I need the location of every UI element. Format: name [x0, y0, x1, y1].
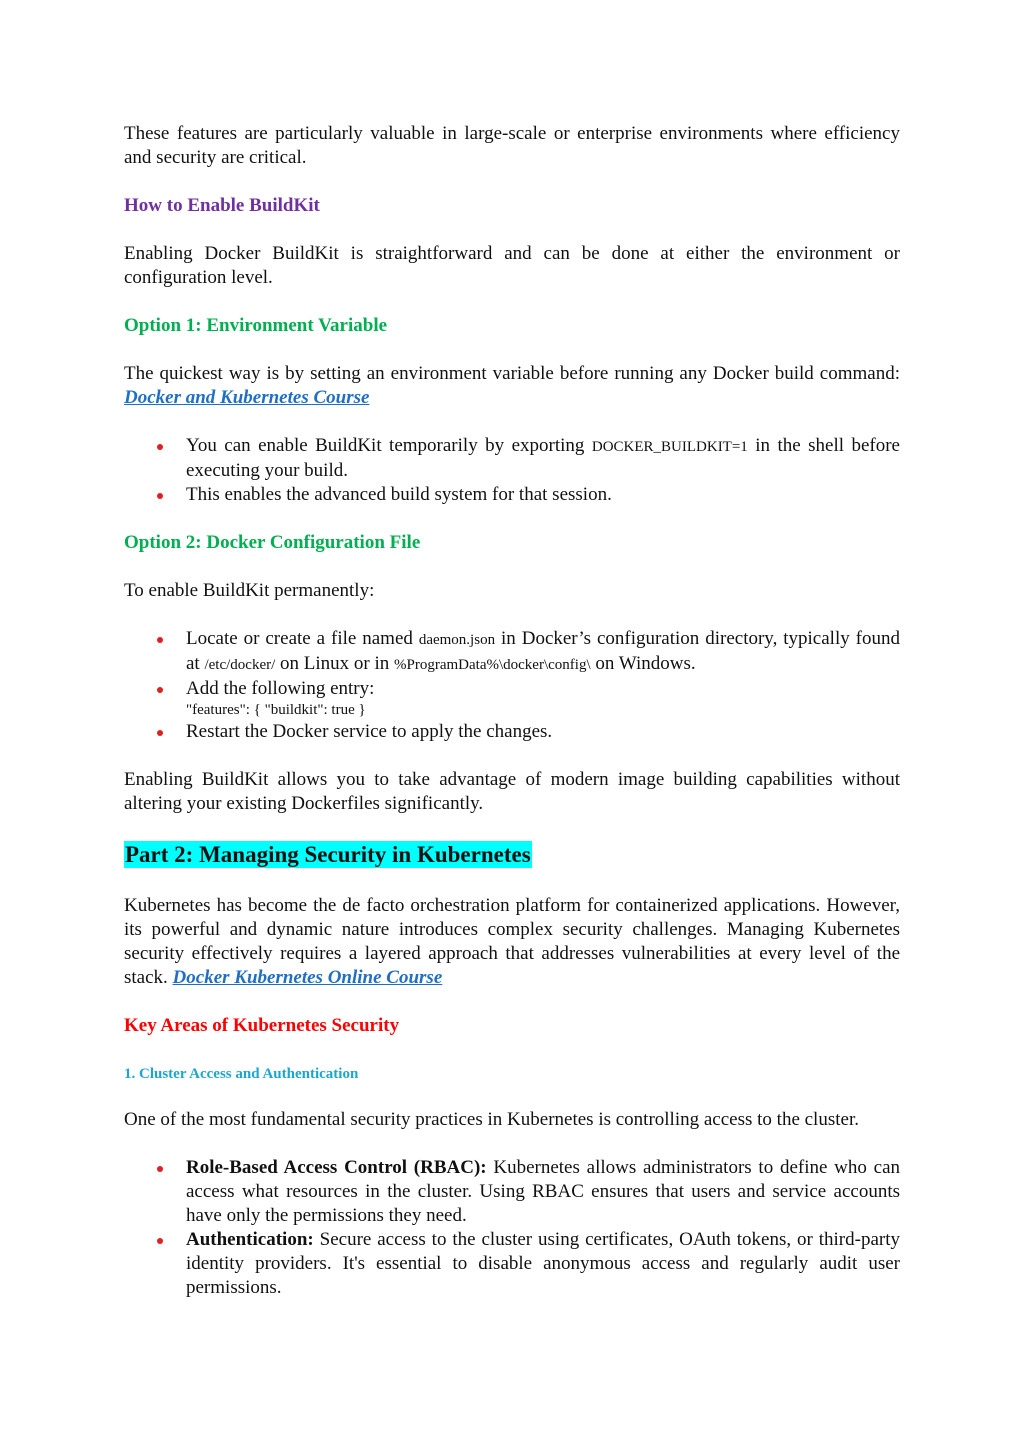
- inline-code: /etc/docker/: [204, 657, 276, 673]
- bullet-text: Kubernetes allows administrators to define who can access what resources in the cluster. Using RBAC ensures that users and service accounts have only the permissions they need.: [186, 1157, 900, 1226]
- key-areas-bullet-list: [124, 1156, 900, 1300]
- bullet-icon: [157, 687, 163, 693]
- option2-bullet-list: [124, 627, 900, 744]
- option1-bullet-list: [124, 434, 900, 507]
- bullet-icon: [157, 444, 163, 450]
- docker-kubernetes-course-link[interactable]: Docker and Kubernetes Course: [124, 387, 370, 408]
- option2-paragraph: To enable BuildKit permanently:: [124, 580, 375, 601]
- option1-heading: Option 1: Environment Variable: [124, 315, 388, 336]
- option2-closing-paragraph: Enabling BuildKit allows you to take advantage of modern image building capabilities without altering your existing Dockerfiles significantly.: [124, 769, 900, 814]
- list-item: [124, 483, 900, 507]
- intro-paragraph: These features are particularly valuable in large-scale or enterprise environments where efficiency and security are critical.: [124, 123, 900, 168]
- bullet-label: Authentication:: [186, 1229, 314, 1250]
- bullet-text: Locate or create a file named: [186, 628, 419, 649]
- bullet-text: This enables the advanced build system for that session.: [186, 484, 612, 505]
- document-body: [124, 122, 900, 1324]
- list-item: [124, 677, 900, 720]
- bullet-icon: [157, 1238, 163, 1244]
- bullet-icon: [157, 730, 163, 736]
- option1-paragraph: [124, 362, 900, 410]
- bullet-text: on Linux or in: [275, 653, 395, 674]
- option2-heading: Option 2: Docker Configuration File: [124, 532, 421, 553]
- list-item: [124, 627, 900, 677]
- inline-code: DOCKER_BUILDKIT=1: [591, 439, 748, 455]
- list-item: [124, 720, 900, 744]
- inline-code: %ProgramData%\docker\config\: [394, 657, 591, 673]
- part2-title-text: Part 2: Managing Security in Kubernetes: [125, 842, 531, 867]
- how-to-enable-paragraph: Enabling Docker BuildKit is straightforward and can be done at either the environment or configuration level.: [124, 243, 900, 288]
- cluster-access-subheading: 1. Cluster Access and Authentication: [124, 1066, 359, 1082]
- config-code-snippet: "features": { "buildkit": true }: [186, 702, 366, 718]
- bullet-icon: [157, 1166, 163, 1172]
- option1-text: The quickest way is by setting an environment variable before running any Docker build command:: [124, 363, 900, 384]
- key-areas-heading: Key Areas of Kubernetes Security: [124, 1015, 400, 1036]
- bullet-text: Add the following entry:: [186, 678, 375, 699]
- bullet-text: You can enable BuildKit temporarily by exporting: [186, 435, 592, 456]
- bullet-text: in Docker’s configuration directory, typically found at: [186, 628, 900, 674]
- bullet-icon: [157, 637, 163, 643]
- list-item: [124, 434, 900, 483]
- part2-title: [124, 840, 900, 870]
- bullet-icon: [157, 493, 163, 499]
- bullet-text: in the shell before executing your build.: [186, 435, 900, 481]
- part2-paragraph: [124, 894, 900, 990]
- docker-kubernetes-online-course-link[interactable]: Docker Kubernetes Online Course: [172, 967, 443, 988]
- key-areas-paragraph: One of the most fundamental security practices in Kubernetes is controlling access to the cluster.: [124, 1109, 859, 1130]
- bullet-text: Restart the Docker service to apply the changes.: [186, 721, 553, 742]
- how-to-enable-heading: How to Enable BuildKit: [124, 195, 320, 216]
- list-item: [124, 1228, 900, 1300]
- inline-code: daemon.json: [418, 632, 496, 648]
- list-item: [124, 1156, 900, 1228]
- bullet-text: Secure access to the cluster using certificates, OAuth tokens, or third-party identity providers. It's essential to disable anonymous access and regularly audit user permissions.: [186, 1229, 900, 1298]
- bullet-label: Role-Based Access Control (RBAC):: [186, 1157, 487, 1178]
- part2-text: Kubernetes has become the de facto orchestration platform for containerized applications. However, its powerful and dynamic nature introduces complex security challenges. Managing Kubernetes security effectively requires a layered approach that addresses vulnerabilities at every level of the stack.: [124, 895, 900, 988]
- bullet-text: on Windows.: [590, 653, 696, 674]
